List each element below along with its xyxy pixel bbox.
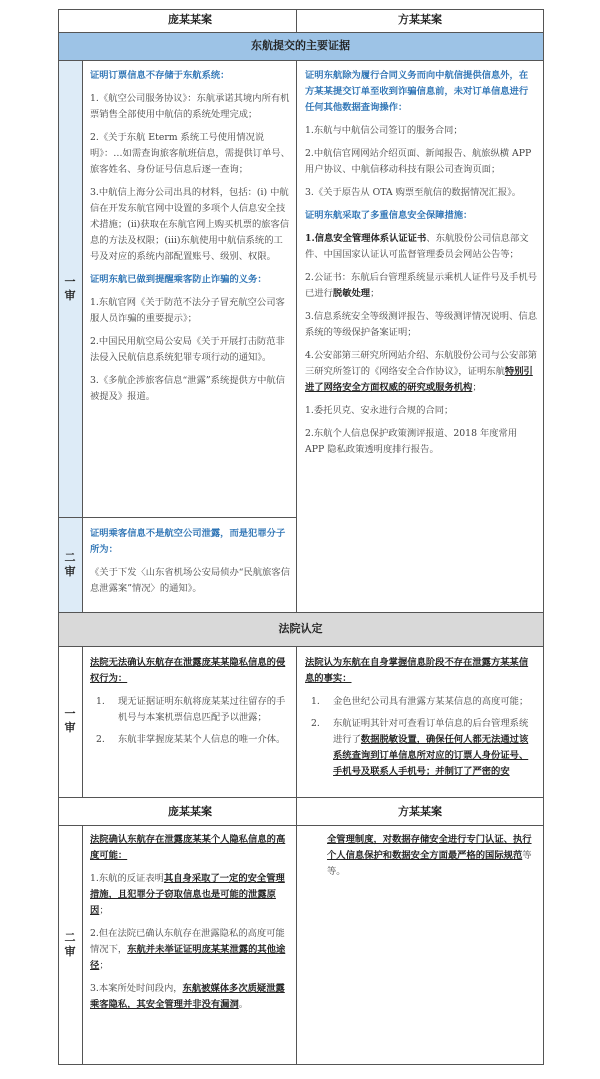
fang-evidence-item: 3.信息系统安全等级测评报告、等级测评情况说明、信息系统的等级保护备案证明； [305, 311, 537, 338]
court-pang-first-item: 1. 现无证据证明东航将庞某某过往留存的手机号与本案机票信息匹配予以泄露； [96, 696, 286, 723]
court-pang-first-heading: 法院无法确认东航存在泄露庞某某隐私信息的侵权行为： [90, 657, 286, 684]
pang-evidence-item: 2.《关于东航 Eterm 系统工号使用情况说明》：…如需查询旅客航班信息，需提供订单号、旅客姓名、身份证号信息后逐一查询； [90, 132, 290, 175]
pang-evidence-heading-2: 证明东航已做到提醒乘客防止诈骗的义务： [90, 274, 267, 285]
court-fang-first-heading: 法院认为东航在自身掌握信息阶段不存在泄露方某某信息的事实： [305, 657, 529, 684]
row-label-first-instance: 一 审 [64, 274, 76, 302]
col-divider [296, 60, 297, 612]
col-divider [82, 646, 83, 798]
header2-right: 方某某案 [398, 805, 442, 818]
court-fang-first [297, 651, 543, 796]
table-border-top [58, 9, 544, 10]
court-pang-second-item: 1.东航的反证表明其自身采取了一定的安全管理措施，且犯罪分子窃取信息也是可能的泄露原因； [90, 873, 285, 916]
court-fang-first-item: 1. 金色世纪公司具有泄露方某某信息的高度可能； [311, 696, 529, 707]
pang-second-item: 《关于下发〈山东省机场公安局侦办“民航旅客信息泄露案”情况〉的通知》。 [90, 567, 290, 594]
fang-evidence-heading-2: 证明东航采取了多重信息安全保障措施： [305, 210, 473, 221]
row-label-court-second: 二 审 [64, 931, 76, 958]
header2-left: 庞某某案 [168, 805, 212, 818]
col-divider [296, 646, 297, 798]
court-pang-second [82, 828, 296, 1064]
fang-evidence-item: 2.中航信官网网站介绍页面、新闻报告、航旅纵横 APP 用户协议、中航信移动科技有限公司查询页面； [305, 148, 532, 175]
court-pang-first [82, 651, 296, 796]
pang-first-evidence [82, 64, 296, 517]
fang-evidence-item: 2.公证书：东航后台管理系统显示乘机人证件号及手机号已进行脱敏处理； [305, 272, 537, 299]
court-fang-cont-text: 全管理制度，对数据存储安全进行专门认证、执行个人信息保护和数据安全方面最严格的国际规范等等。 [327, 834, 532, 877]
pang-evidence-item: 3.中航信上海分公司出具的材料，包括：(i) 中航信在开发东航官网中设置的多项个人信息安全技术措施；(ii)获取在东航官网上购买机票的旅客信息的方法及权限；(iii)东航使用中航信系统的工号及对应的系统内部配置账号、级别、权限。 [90, 187, 290, 262]
pang-evidence-item: 2.中国民用航空局公安局《关于开展打击防范非法侵入民航信息系统犯罪专项行动的通知》。 [90, 336, 285, 363]
pang-evidence-item: 3.《多航企涉旅客信息“泄露”系统提供方中航信被提及》报道。 [90, 375, 286, 402]
court-fang-first-item: 2. 东航证明其针对可查看订单信息的后台管理系统进行了数据脱敏设置，确保任何人都无法通过该系统查询到订单信息所对应的订票人身份证号、手机号及联系人手机号；并制订了严密的安 [311, 718, 529, 777]
court-fang-continued [297, 828, 543, 1064]
fang-evidence-item: 1.东航与中航信公司签订的服务合同； [305, 125, 463, 136]
table-border-right [543, 9, 544, 1064]
rule [58, 612, 544, 613]
court-pang-second-item: 2.但在法院已确认东航存在泄露隐私的高度可能情况下，东航并未举证证明庞某某泄露的其他途径； [90, 928, 286, 971]
row-label-court-first: 一 审 [64, 707, 76, 734]
pang-second-evidence [82, 522, 296, 612]
header-right: 方某某案 [398, 13, 442, 26]
rule [58, 825, 544, 826]
col-divider [82, 60, 83, 612]
rule [58, 797, 544, 798]
court-pang-second-item: 3.本案所处时间段内，东航被媒体多次质疑泄露乘客隐私，其安全管理并非没有漏洞。 [90, 983, 285, 1010]
header-left: 庞某某案 [168, 13, 212, 26]
col-divider [296, 825, 297, 1064]
col-divider [296, 797, 297, 826]
fang-evidence-item: 4.公安部第三研究所网站介绍、东航股份公司与公安部第三研究所签订的《网络安全合作协议》，证明东航特别引进了网络安全方面权威的研究或服务机构； [305, 350, 537, 393]
rule [58, 60, 544, 61]
fang-evidence-heading-1: 证明东航除为履行合同义务而向中航信提供信息外，在方某某提交订单至收到诈骗信息前，未对订单信息进行任何其他数据查询操作： [305, 70, 529, 113]
fang-evidence [297, 64, 543, 612]
fang-evidence-item: 2.东航个人信息保护政策测评报道、2018 年度常用 APP 隐私政策透明度排行报告。 [305, 428, 518, 455]
fang-evidence-item: 3.《关于原告从 OTA 购票至航信的数据情况汇报》。 [305, 187, 522, 198]
section-evidence-band: 东航提交的主要证据 [58, 33, 543, 60]
section-court-band: 法院认定 [58, 612, 543, 646]
court-pang-second-heading: 法院确认东航存在泄露庞某某个人隐私信息的高度可能： [90, 834, 286, 861]
fang-evidence-item: 1.信息安全管理体系认证证书、东航股份公司信息部文件、中国国家认证认可监督管理委员会网站公告等； [305, 233, 529, 260]
col-divider [296, 9, 297, 33]
rule [58, 32, 544, 33]
pang-second-heading: 证明乘客信息不是航空公司泄露，而是犯罪分子所为： [90, 528, 286, 555]
fang-evidence-item: 1.委托贝克、安永进行合规的合同； [305, 405, 454, 416]
court-pang-first-item: 2. 东航非掌握庞某某个人信息的唯一介体。 [96, 734, 286, 745]
rule [58, 517, 297, 518]
pang-evidence-item: 1.东航官网《关于防范不法分子冒充航空公司客服人员诈骗的重要提示》； [90, 297, 285, 324]
pang-evidence-heading-1: 证明订票信息不存储于东航系统： [90, 70, 230, 81]
pang-evidence-item: 1.《航空公司服务协议》：东航承诺其境内所有机票销售全部使用中航信的系统处理完成； [90, 93, 290, 120]
row-label-second-instance: 二 审 [64, 550, 76, 578]
col-divider [82, 825, 83, 1064]
table-border-bottom [58, 1064, 544, 1065]
rule [58, 646, 544, 647]
table-border-left [58, 9, 59, 1064]
